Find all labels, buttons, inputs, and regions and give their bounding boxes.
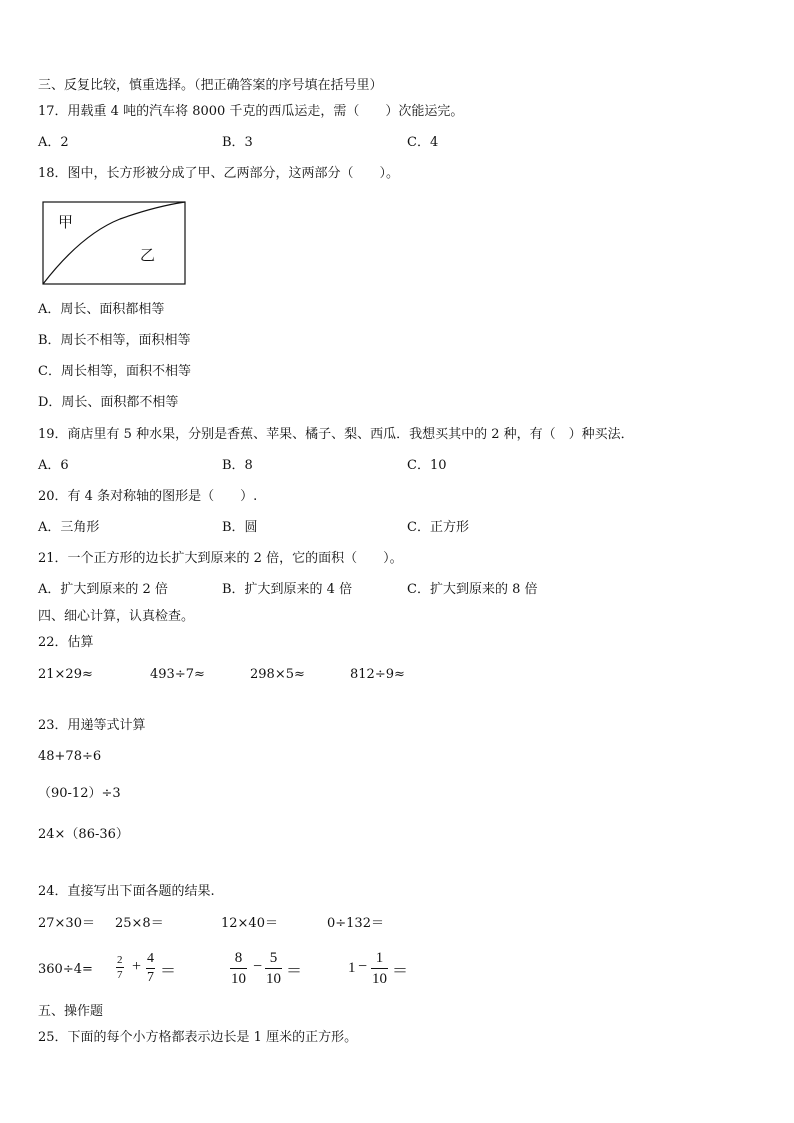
step-calc-item-3: 24×（86-36） xyxy=(38,827,129,842)
section-5-title: 五、操作题 xyxy=(38,1004,104,1019)
equals-sign: ＝ xyxy=(392,963,409,980)
plus-sign: + xyxy=(132,958,142,975)
q17-option-c: C．4 xyxy=(407,135,439,150)
question-20: 20．有 4 条对称轴的图形是（ ）. xyxy=(38,489,258,504)
fraction-denominator: 7 xyxy=(117,969,123,981)
fraction-4-7 xyxy=(146,951,155,986)
section-3-title: 三、反复比较，慎重选择。（把正确答案的序号填在括号里） xyxy=(38,78,383,93)
estimate-item-3: 298×5≈ xyxy=(250,667,305,682)
question-21: 21．一个正方形的边长扩大到原来的 2 倍，它的面积（ ）。 xyxy=(38,551,403,566)
fraction-numerator: 8 xyxy=(234,950,243,966)
fraction-numerator: 4 xyxy=(147,951,154,966)
q17-option-a: A．2 xyxy=(38,135,69,150)
fraction-bar xyxy=(265,968,282,969)
question-19: 19．商店里有 5 种水果，分别是香蕉、苹果、橘子、梨、西瓜．我想买其中的 2 种，有（ ）种买法． xyxy=(38,427,634,442)
fraction-numerator: 5 xyxy=(269,950,278,966)
q19-option-a: A．6 xyxy=(38,458,69,473)
q21-option-c: C．扩大到原来的 8 倍 xyxy=(407,582,538,597)
label-jia: 甲 xyxy=(58,213,74,231)
equals-sign: ＝ xyxy=(286,963,303,980)
equals-sign: ＝ xyxy=(160,963,177,980)
question-18: 18．图中，长方形被分成了甲、乙两部分，这两部分（ ）。 xyxy=(38,166,400,181)
q18-option-b: B．周长不相等，面积相等 xyxy=(38,333,191,348)
fraction-denominator: 10 xyxy=(231,971,246,987)
fraction-8-10 xyxy=(230,949,247,988)
fraction-5-10 xyxy=(265,949,282,988)
minus-sign: − xyxy=(358,958,368,975)
estimate-item-2: 493÷7≈ xyxy=(150,667,205,682)
fraction-bar xyxy=(230,968,247,969)
q17-option-b: B．3 xyxy=(222,135,253,150)
direct-calc-3: 12×40＝ xyxy=(221,916,278,931)
label-yi: 乙 xyxy=(140,246,156,264)
question-23-title: 23．用递等式计算 xyxy=(38,718,146,733)
minus-sign: − xyxy=(253,958,263,975)
q21-option-b: B．扩大到原来的 4 倍 xyxy=(222,582,353,597)
section-4-title: 四、细心计算，认真检查。 xyxy=(38,609,195,624)
fraction-numerator: 2 xyxy=(117,954,123,966)
question-22-title: 22．估算 xyxy=(38,635,94,650)
q21-option-a: A．扩大到原来的 2 倍 xyxy=(38,582,168,597)
direct-calc-4: 0÷132＝ xyxy=(327,916,384,931)
fraction-numerator: 1 xyxy=(375,950,384,966)
question-24-title: 24．直接写出下面各题的结果. xyxy=(38,884,215,899)
whole-number-one: 1 xyxy=(348,960,356,976)
direct-calc-5: 360÷4= xyxy=(38,962,93,977)
q19-option-b: B．8 xyxy=(222,458,253,473)
fraction-bar xyxy=(116,967,124,968)
q20-option-c: C．正方形 xyxy=(407,520,469,535)
estimate-item-1: 21×29≈ xyxy=(38,667,93,682)
fraction-denominator: 7 xyxy=(147,970,154,985)
q20-option-a: A．三角形 xyxy=(38,520,100,535)
q20-option-b: B．圆 xyxy=(222,520,258,535)
step-calc-item-2: （90-12）÷3 xyxy=(38,786,121,801)
question-17: 17．用载重 4 吨的汽车将 8000 千克的西瓜运走，需（ ）次能运完。 xyxy=(38,104,464,119)
fraction-denominator: 10 xyxy=(372,971,387,987)
q19-option-c: C．10 xyxy=(407,458,447,473)
fraction-2-7 xyxy=(116,954,124,981)
q18-option-a: A．周长、面积都相等 xyxy=(38,302,165,317)
question-25: 25．下面的每个小方格都表示边长是 1 厘米的正方形。 xyxy=(38,1030,358,1045)
fraction-denominator: 10 xyxy=(266,971,281,987)
q18-option-c: C．周长相等，面积不相等 xyxy=(38,364,191,379)
direct-calc-1: 27×30＝ xyxy=(38,916,95,931)
rectangle-figure xyxy=(40,199,190,287)
fraction-bar xyxy=(146,968,155,969)
fraction-1-10 xyxy=(371,949,388,988)
fraction-bar xyxy=(371,968,388,969)
q18-option-d: D．周长、面积都不相等 xyxy=(38,395,179,410)
direct-calc-2: 25×8＝ xyxy=(115,916,164,931)
estimate-item-4: 812÷9≈ xyxy=(350,667,405,682)
step-calc-item-1: 48+78÷6 xyxy=(38,749,102,764)
